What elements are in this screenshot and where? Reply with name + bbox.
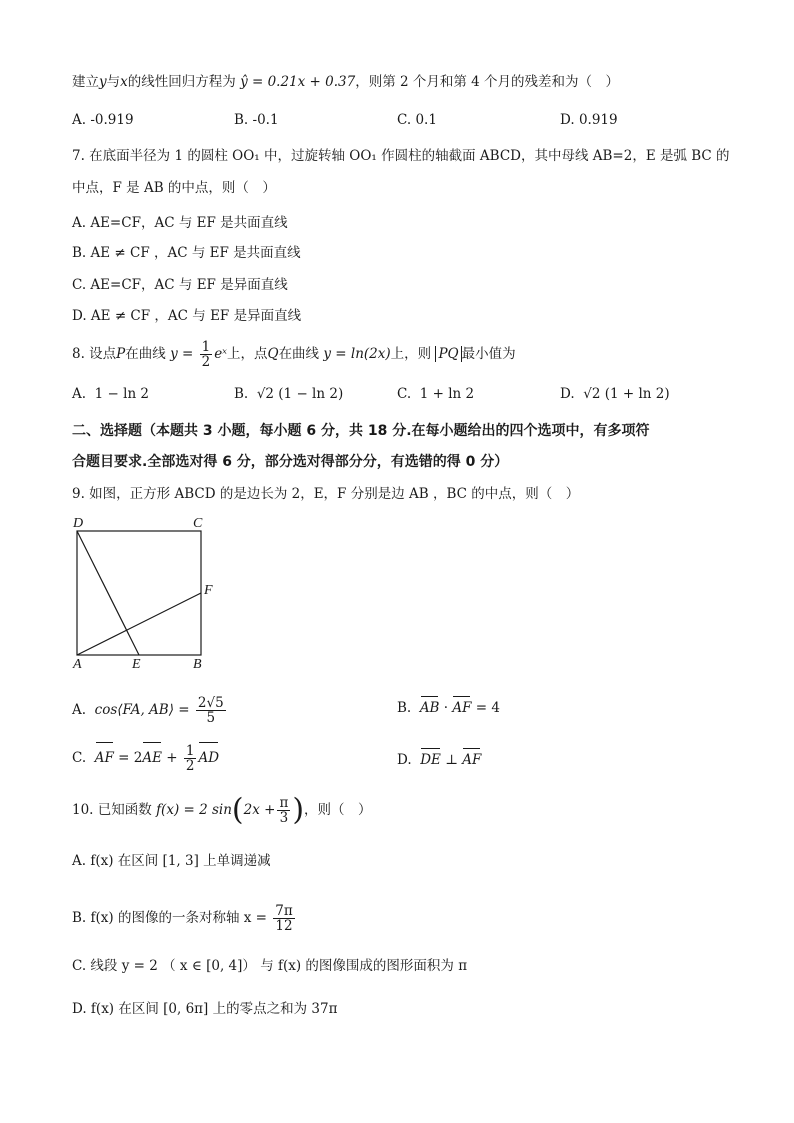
section2-heading-line2: 合题目要求.全部选对得 6 分，部分选对得部分分，有选错的得 0 分） <box>72 454 509 470</box>
segment-de <box>77 531 139 655</box>
q9-stem: 9. 如图，正方形 ABCD 的是边长为 2，E，F 分别是边 AB ，BC 的中点，则（ ） <box>72 486 580 502</box>
q8-fraction-half: $\frac{1}{2}$ <box>201 339 211 370</box>
q9-square-figure <box>68 510 228 670</box>
q10-stem: 10. 已知函数 f(x) = 2 sin(2x + $\frac{\pi}{3}$ )，则（ ） <box>72 792 372 828</box>
segment-af <box>77 593 201 655</box>
q6-option-c: C. 0.1 <box>397 112 437 128</box>
q9-fraction-half: $\frac{1}{2}$ <box>185 743 195 774</box>
q7-option-d: D. AE ≠ CF ，AC 与 EF 是异面直线 <box>72 308 302 324</box>
q8-option-d: D. √2 (1 + ln 2) <box>560 386 670 402</box>
q9-option-c: C. AF = 2AE + $\frac{1}{2}$ AD <box>72 743 220 774</box>
q6-stem-text-a: 建立 <box>72 74 99 90</box>
q8-option-a: A. 1 − ln 2 <box>72 386 150 402</box>
q7-stem-line1: 7. 在底面半径为 1 的圆柱 OO₁ 中，过旋转轴 OO₁ 作圆柱的轴截面 ABCD，其中母线 AB=2，E 是弧 BC 的 <box>72 148 730 164</box>
q6-option-b: B. -0.1 <box>234 112 279 128</box>
section2-heading-line1: 二、选择题（本题共 3 小题，每小题 6 分，共 18 分.在每小题给出的四个选项中，有多项符 <box>72 423 650 439</box>
q6-option-a: A. -0.919 <box>72 112 134 128</box>
q6-var-x: x <box>120 74 128 90</box>
q6-stem-text-d: ，则第 2 个月和第 4 个月的残差和为（ ） <box>355 74 620 90</box>
q9-cos-angle: cos⟨FA, AB⟩ = <box>94 702 190 718</box>
q10-option-c: C. 线段 y = 2 （ x ∈ [0, 4]） 与 f(x) 的图像围成的图形面积为 π <box>72 958 468 974</box>
q10-option-b: B. f(x) 的图像的一条对称轴 x = $\frac{7\pi}{12}$ <box>72 903 293 934</box>
vector-af: AF <box>95 744 114 772</box>
q7-option-b: B. AE ≠ CF ，AC 与 EF 是共面直线 <box>72 245 301 261</box>
q8-stem: 8. 设点P在曲线 y = $\frac{1}{2}$ eˣ上，点Q在曲线 y = ln(2x)上，则 PQ 最小值为 <box>72 339 516 370</box>
q6-option-d: D. 0.919 <box>560 112 618 128</box>
q10-fraction-7pi-over-12: $\frac{7\pi}{12}$ <box>275 903 293 934</box>
vector-de: DE <box>420 752 441 768</box>
label-b: B <box>193 657 202 670</box>
q9-option-a: A. cos⟨FA, AB⟩ = $\frac{2√5}{5}$ <box>72 695 224 726</box>
q7-option-c: C. AE=CF，AC 与 EF 是异面直线 <box>72 277 288 293</box>
q8-point-q: Q <box>267 346 279 362</box>
q9-option-b: B. AB · AF = 4 <box>397 700 500 716</box>
q6-stem-text-c: 的线性回归方程为 <box>127 74 236 90</box>
q10-option-d: D. f(x) 在区间 [0, 6π] 上的零点之和为 37π <box>72 1001 338 1017</box>
vector-ae: AE <box>142 744 162 772</box>
vector-af: AF <box>452 700 472 716</box>
label-d: D <box>73 516 84 531</box>
label-c: C <box>193 516 203 531</box>
square-abcd <box>77 531 201 655</box>
label-f: F <box>204 583 213 598</box>
q8-point-p: P <box>116 346 126 362</box>
q9-option-d: D. DE ⊥ AF <box>397 752 482 768</box>
label-e: E <box>132 657 141 670</box>
q6-regression-equation: ŷ = 0.21x + 0.37 <box>240 74 356 90</box>
vector-ab: AB <box>419 700 440 716</box>
q6-stem-text-b: 与 <box>106 74 121 90</box>
label-a: A <box>73 657 82 670</box>
q10-option-a: A. f(x) 在区间 [1, 3] 上单调递减 <box>72 853 271 869</box>
q7-stem-line2: 中点，F 是 AB 的中点，则（ ） <box>72 180 276 196</box>
vector-af: AF <box>462 752 482 768</box>
q6-var-y: y <box>99 74 107 90</box>
q10-fraction-pi-over-3: $\frac{\pi}{3}$ <box>279 795 289 826</box>
q8-distance-pq: PQ <box>435 346 461 362</box>
q10-function: f(x) = 2 sin <box>156 802 232 818</box>
q7-option-a: A. AE=CF，AC 与 EF 是共面直线 <box>72 215 288 231</box>
q8-curve-ln: y = ln(2x) <box>323 346 391 362</box>
q9-fraction-2root5-over-5: $\frac{2√5}{5}$ <box>197 695 224 726</box>
q6-stem <box>72 72 619 92</box>
q8-option-c: C. 1 + ln 2 <box>397 386 475 402</box>
q8-option-b: B. √2 (1 − ln 2) <box>234 386 344 402</box>
vector-ad: AD <box>198 744 219 772</box>
